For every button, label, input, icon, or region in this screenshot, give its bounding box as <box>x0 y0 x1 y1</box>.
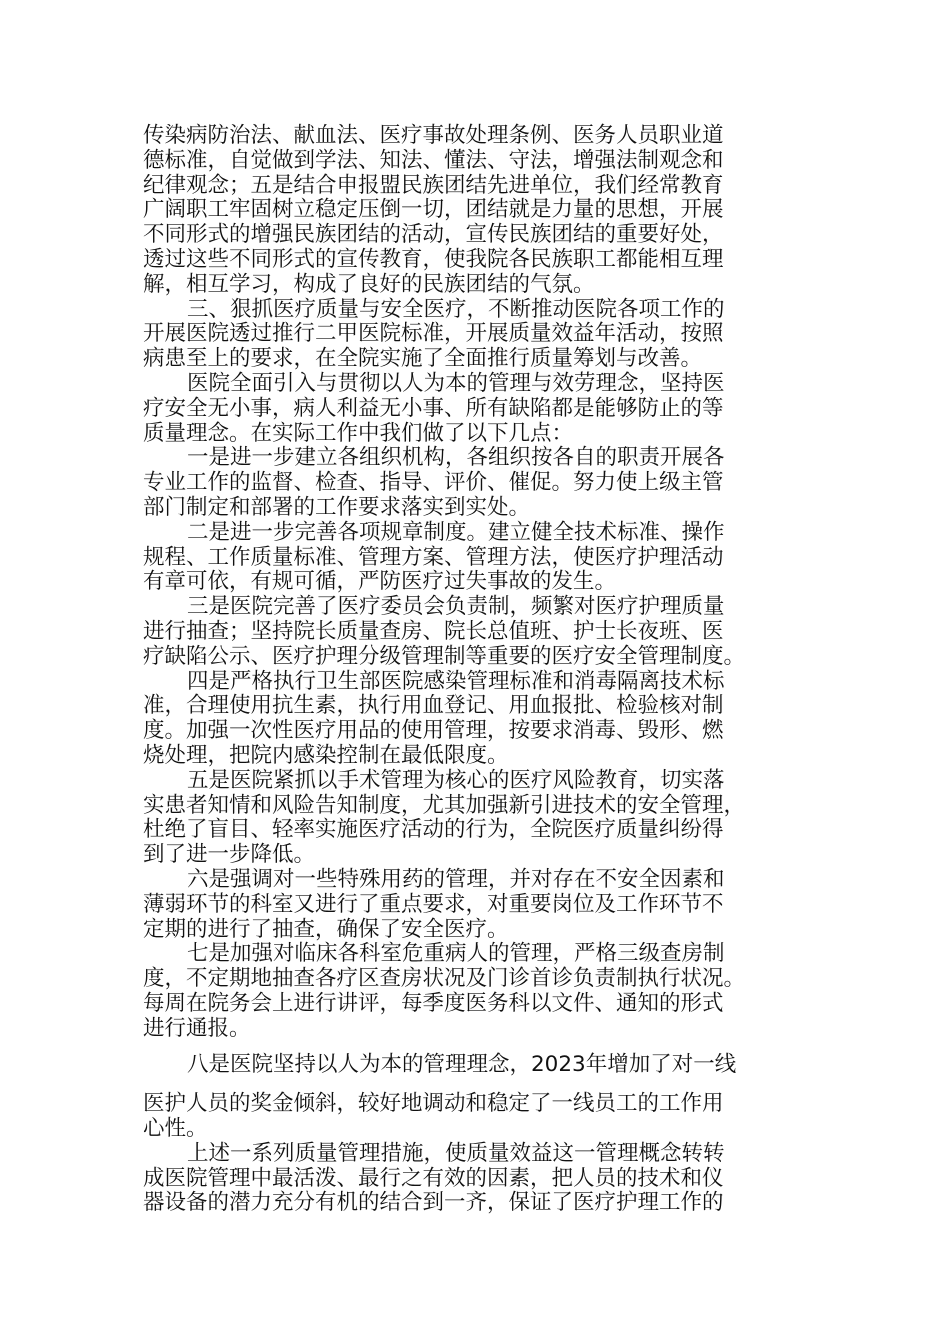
text-line: 到了进一步降低。 <box>143 842 316 868</box>
text-line: 二是进一步完善各项规章制度。建立健全技术标准、操作 <box>187 519 725 545</box>
text-line: 准，合理使用抗生素，执行用血登记、用血报批、检验核对制 <box>143 693 724 719</box>
text-line: 解，相互学习，构成了良好的民族团结的气氛。 <box>143 271 595 297</box>
text-line: 传染病防治法、献血法、医疗事故处理条例、医务人员职业道 <box>143 123 724 148</box>
text-line: 纪律观念；五是结合申报盟民族团结先进单位，我们经常教育 <box>143 172 724 198</box>
text-line: 度，不定期地抽查各疗区查房状况及门诊首诊负责制执行状况。 <box>143 966 746 992</box>
text-line: 进行通报。 <box>143 1015 251 1041</box>
text-line: 透过这些不同形式的宣传教育，使我院各民族职工都能相互理 <box>143 246 724 272</box>
text-line: 医院全面引入与贯彻以人为本的管理与效劳理念，坚持医 <box>187 370 725 396</box>
text-line: 度。加强一次性医疗用品的使用管理，按要求消毒、毁形、燃 <box>143 718 724 744</box>
text-line: 心性。 <box>143 1116 208 1142</box>
text-line: 六是强调对一些特殊用药的管理，并对存在不安全因素和 <box>187 866 725 892</box>
text-line: 七是加强对临床各科室危重病人的管理，严格三级查房制 <box>187 941 725 967</box>
text-line: 杜绝了盲目、轻率实施医疗活动的行为，全院医疗质量纠纷得 <box>143 817 724 843</box>
text-line: 三是医院完善了医疗委员会负责制，频繁对医疗护理质量 <box>187 594 725 620</box>
text-line: 上述一系列质量管理措施，使质量效益这一管理概念转转 <box>187 1140 725 1166</box>
text-line: 开展医院透过推行二甲医院标准，开展质量效益年活动，按照 <box>143 321 724 347</box>
text-line: 八是医院坚持以人为本的管理理念，2023年增加了对一线 <box>187 1052 737 1078</box>
text-line: 疗缺陷公示、医疗护理分级管理制等重要的医疗安全管理制度。 <box>143 643 746 669</box>
text-line: 规程、工作质量标准、管理方案、管理方法，使医疗护理活动 <box>143 544 724 570</box>
text-line: 有章可依，有规可循，严防医疗过失事故的发生。 <box>143 569 617 595</box>
text-line: 广阔职工牢固树立稳定压倒一切，团结就是力量的思想，开展 <box>143 197 724 223</box>
text-line: 三、狠抓医疗质量与安全医疗，不断推动医院各项工作的 <box>187 296 725 322</box>
text-line: 五是医院紧抓以手术管理为核心的医疗风险教育，切实落 <box>187 767 725 793</box>
text-line: 薄弱环节的科室又进行了重点要求，对重要岗位及工作环节不 <box>143 891 724 917</box>
text-line: 专业工作的监督、检查、指导、评价、催促。努力使上级主管 <box>143 470 724 496</box>
text-line: 部门制定和部署的工作要求落实到实处。 <box>143 494 531 520</box>
text-line: 进行抽查；坚持院长质量查房、院长总值班、护士长夜班、医 <box>143 618 724 644</box>
text-line: 德标准，自觉做到学法、知法、懂法、守法，增强法制观念和 <box>143 147 724 173</box>
text-line: 疗安全无小事，病人利益无小事、所有缺陷都是能够防止的等 <box>143 395 724 421</box>
text-line: 质量理念。在实际工作中我们做了以下几点： <box>143 420 574 446</box>
text-line: 定期的进行了抽查，确保了安全医疗。 <box>143 916 509 942</box>
text-line: 医护人员的奖金倾斜，较好地调动和稳定了一线员工的工作用 <box>143 1091 724 1117</box>
text-line: 不同形式的增强民族团结的活动，宣传民族团结的重要好处， <box>143 222 724 248</box>
text-line: 一是进一步建立各组织机构，各组织按各自的职责开展各 <box>187 445 725 471</box>
text-line: 器设备的潜力充分有机的结合到一齐，保证了医疗护理工作的 <box>143 1190 724 1216</box>
text-line: 成医院管理中最活泼、最行之有效的因素，把人员的技术和仪 <box>143 1165 724 1191</box>
document-page <box>143 124 823 1216</box>
text-line: 烧处理，把院内感染控制在最低限度。 <box>143 742 509 768</box>
text-line: 每周在院务会上进行讲评，每季度医务科以文件、通知的形式 <box>143 990 724 1016</box>
text-line: 病患至上的要求，在全院实施了全面推行质量筹划与改善。 <box>143 346 703 372</box>
text-line: 四是严格执行卫生部医院感染管理标准和消毒隔离技术标 <box>187 668 725 694</box>
text-line: 实患者知情和风险告知制度，尤其加强新引进技术的安全管理， <box>143 792 746 818</box>
